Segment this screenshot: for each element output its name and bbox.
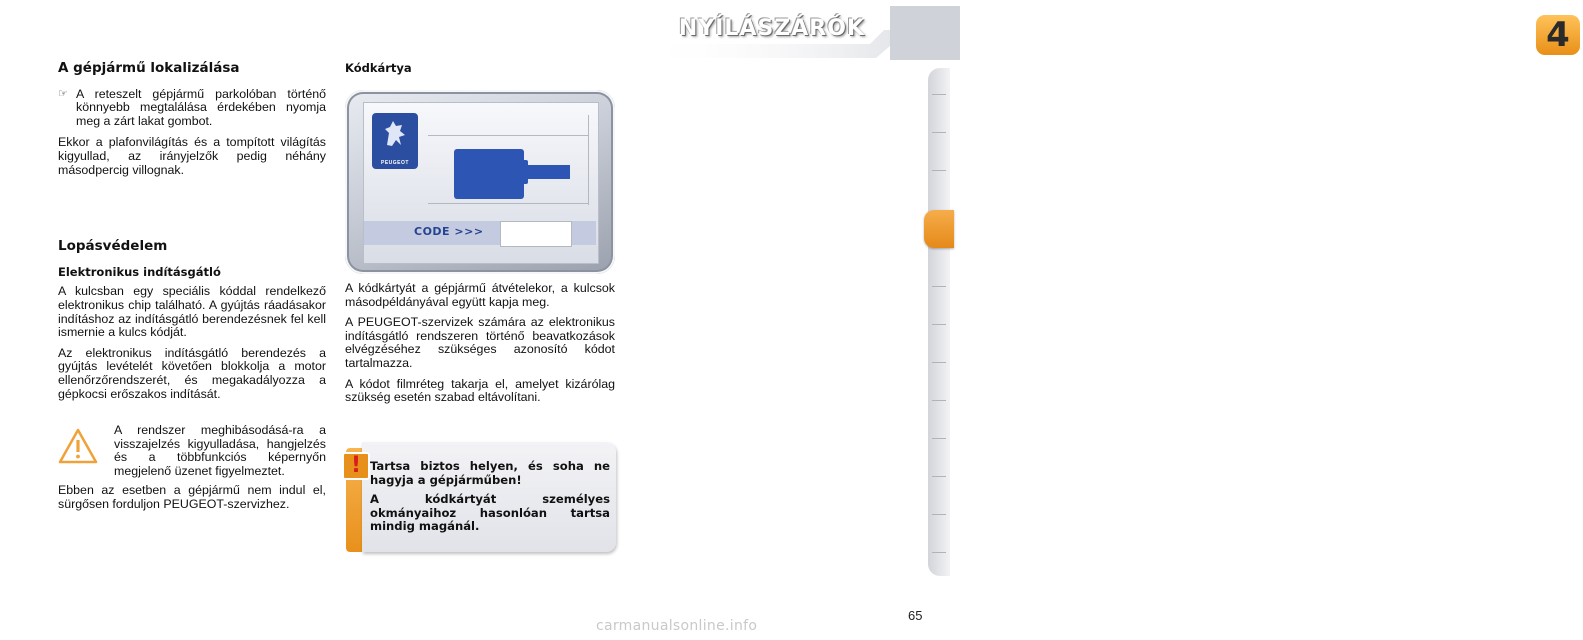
code-card-paragraph-2: A PEUGEOT-szervizek számára az elektronikus indításgátló rendszeren történő beavatkozások elvégzéséhez szükséges azonosító kódot tartalmazza. <box>345 315 615 370</box>
middle-text <box>345 282 615 412</box>
localization-text: Ekkor a plafonvilágítás és a tompított világítás kigyullad, az irányjelzők pedig néhány másodpercig villognak. <box>58 135 326 177</box>
card-brand-label: PEUGEOT <box>381 160 409 166</box>
code-card-paragraph-1: A kódkártyát a gépjármű átvételekor, a kulcsok másodpéldányával együtt kapja meg. <box>345 281 615 309</box>
tab-divider <box>932 362 946 363</box>
code-card-title: Kódkártya <box>345 61 412 75</box>
localization-title: A gépjármű lokalizálása <box>58 60 240 76</box>
localization-bullet-text: A reteszelt gépjármű parkolóban történő könnyebb megtalálása érdekében nyomja meg a zárt lakat gombot. <box>76 86 326 128</box>
tab-divider <box>932 438 946 439</box>
middle-column <box>345 62 615 82</box>
attention-line-2: A kódkártyát személyes okmányaihoz hasonlóan tartsa mindig magánál. <box>370 492 610 533</box>
tab-divider <box>932 514 946 515</box>
attention-line-1: Tartsa biztos helyen, és soha ne hagyja a gépjárműben! <box>370 459 610 487</box>
tab-divider <box>932 476 946 477</box>
peugeot-logo <box>372 113 418 169</box>
exclamation-icon: ! <box>342 452 370 480</box>
lion-emblem-icon <box>381 119 409 149</box>
code-card-image <box>345 90 615 274</box>
chapter-header <box>640 0 1570 60</box>
key-head-shape <box>454 149 524 199</box>
chapter-number: 4 <box>1546 15 1570 55</box>
active-chapter-tab[interactable] <box>924 210 954 248</box>
tab-divider <box>932 132 946 133</box>
attention-text <box>370 460 610 540</box>
theft-title: Lopásvédelem <box>58 238 168 255</box>
theft-paragraph-2: Az elektronikus indításgátló berendezés a gyújtás levételét követően blokkolja a motor ellenőrzőrendszerét, és megakadályozza a gépkocsi erőszakos indítását. <box>58 345 326 401</box>
watermark: carmanualsonline.info <box>596 618 758 634</box>
code-card <box>363 102 599 264</box>
localization-bullet <box>58 88 326 129</box>
theft-subtitle: Elektronikus indításgátló <box>58 264 221 279</box>
tab-divider <box>932 94 946 95</box>
warning-block <box>58 424 326 478</box>
key-blade-shape <box>524 165 570 179</box>
code-card-paragraph-3: A kódot filmréteg takarja el, amelyet kizárólag szükség esetén szabad eltávolítani. <box>345 376 615 405</box>
theft-paragraph-3: Ebben az esetben a gépjármű nem indul el, sürgősen forduljon PEUGEOT-szervizhez. <box>58 483 326 512</box>
chapter-title: NYÍLÁSZÁRÓK <box>678 16 865 41</box>
card-line <box>428 203 588 204</box>
tab-divider <box>932 324 946 325</box>
card-line <box>588 115 589 205</box>
warning-text: A rendszer meghibásodásá-ra a visszajelzés kigyulladása, hangjelzés és a többfunkciós képernyőn megjelenő üzenet figyelmeztet. <box>114 423 326 478</box>
chapter-tab-rail <box>928 68 950 576</box>
tab-divider <box>932 400 946 401</box>
theft-paragraph-1: A kulcsban egy speciális kóddal rendelkező elektronikus chip található. A gyújtás ráadásakor indításhoz az indításgátló berendezésnek fel kell ismernie a kulcs kódját. <box>58 284 326 340</box>
chapter-number-badge <box>1533 12 1583 58</box>
pointing-hand-icon: ☞ <box>58 87 68 100</box>
code-scratch-field <box>500 221 572 247</box>
tab-divider <box>932 552 946 553</box>
left-column <box>58 62 326 519</box>
card-line <box>428 135 588 136</box>
page-number: 65 <box>908 608 923 623</box>
warning-triangle-icon <box>58 424 114 478</box>
attention-box <box>346 442 616 552</box>
tab-divider <box>932 170 946 171</box>
card-code-label: CODE >>> <box>414 225 484 238</box>
tab-divider <box>932 286 946 287</box>
